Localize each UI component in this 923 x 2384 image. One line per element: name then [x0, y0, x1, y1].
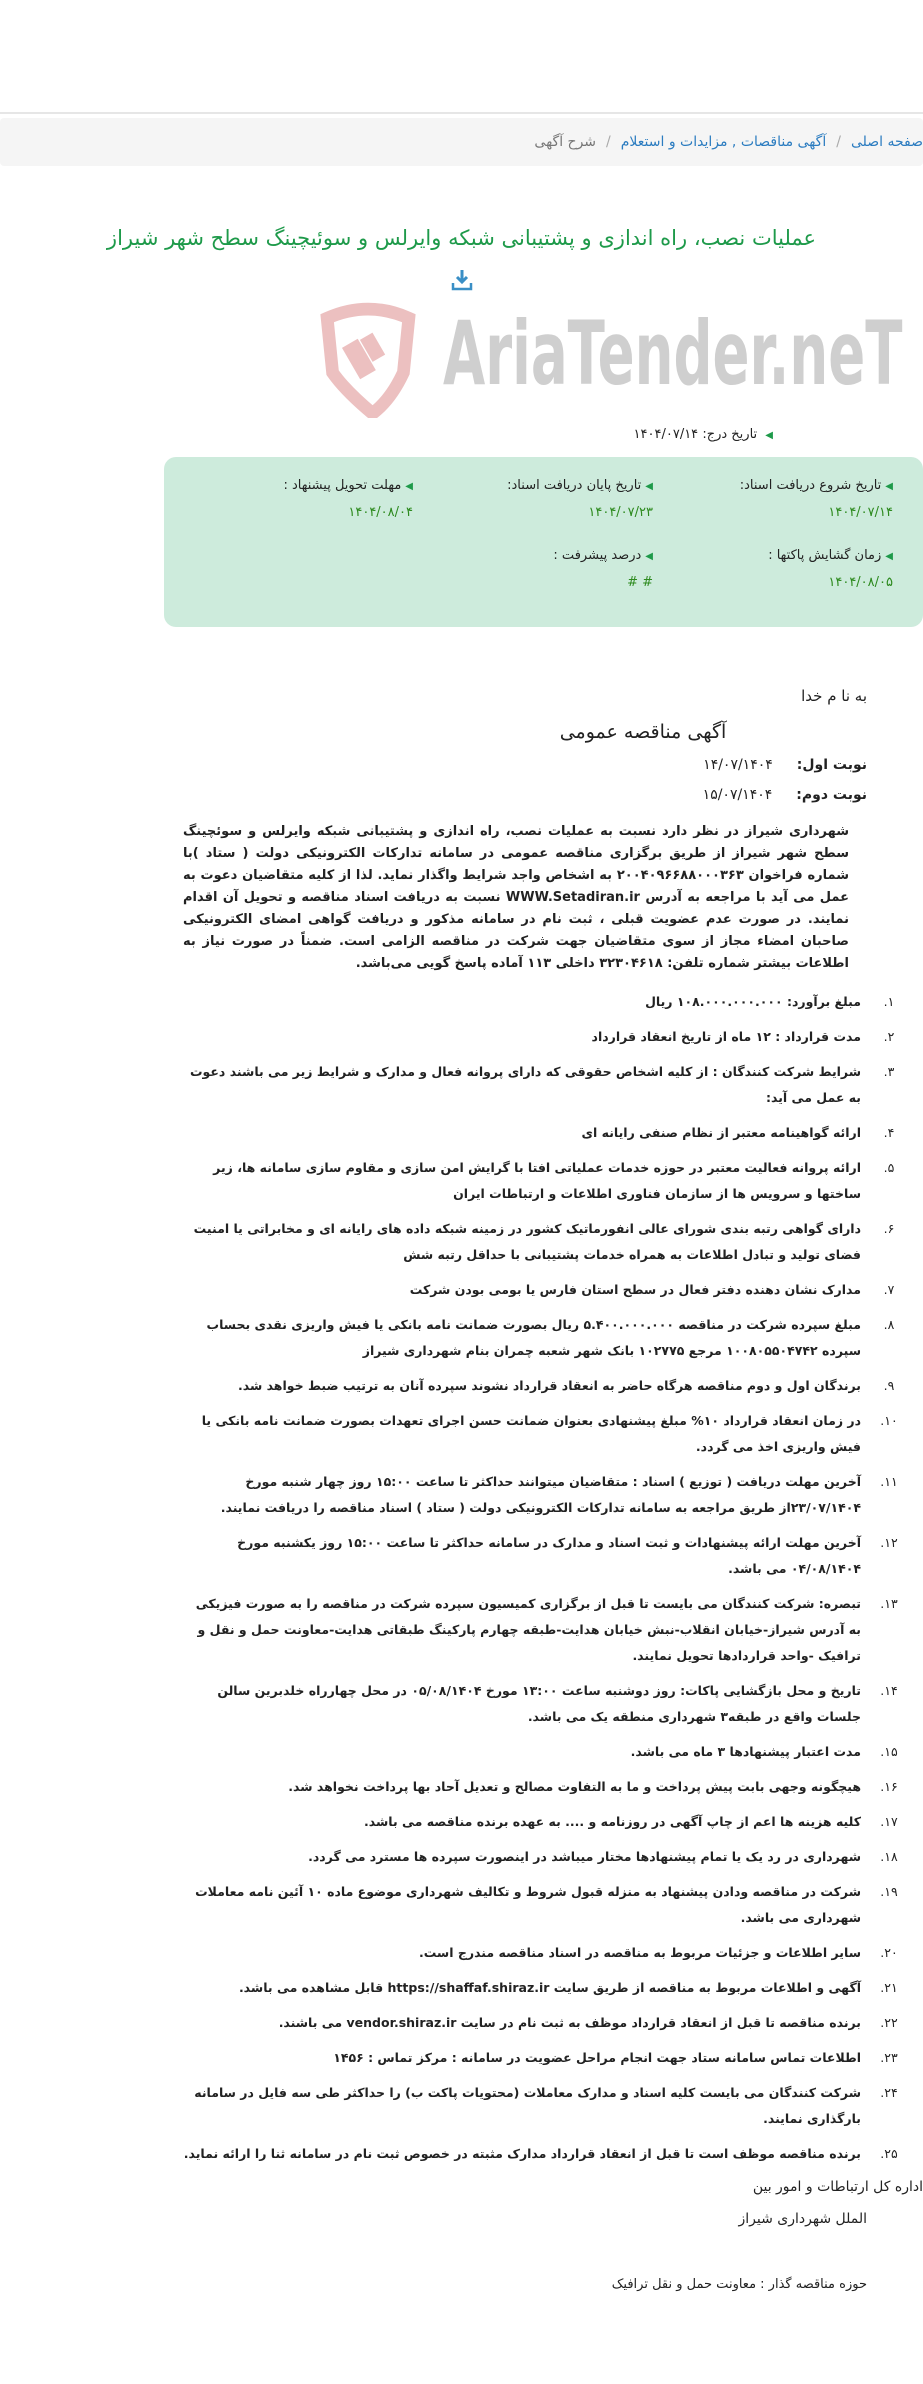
- item-text: ارائه گواهینامه معتبر از نظام صنفی رایانه ای: [581, 1125, 861, 1140]
- item-text: برنده مناقصه تا قبل از انعقاد قرارداد موظف به ثبت نام در سایت vendor.shiraz.ir می باشند.: [278, 2015, 861, 2030]
- triangle-icon: ◀: [645, 551, 653, 562]
- list-item: [133, 1312, 923, 1364]
- item-number: ۲۲.: [880, 2015, 898, 2030]
- item-text: شهرداری در رد یک یا تمام پیشنهادها مختار میباشد در اینصورت سپرده ها مسترد می گردد.: [308, 1849, 861, 1864]
- second-round: [133, 787, 923, 803]
- item-number: ۷.: [883, 1282, 895, 1297]
- item-number: ۱۸.: [880, 1849, 898, 1864]
- item-number: ۱۵.: [880, 1744, 898, 1759]
- opening-time: [663, 547, 893, 592]
- item-text: آخرین مهلت ارائه پیشنهادات و ثبت اسناد و مدارک در سامانه حداکثر تا ساعت ۱۵:۰۰ روز یکشنبه مورخ ۰۴/۰۸/۱۴۰۴ می باشد.: [237, 1535, 861, 1576]
- item-number: ۲۱.: [880, 1980, 898, 1995]
- item-text: مدت قرارداد : ۱۲ ماه از تاریخ انعقاد قرارداد: [591, 1029, 861, 1044]
- item-number: ۴.: [883, 1125, 895, 1140]
- item-text: شرکت کنندگان می بایست کلیه اسناد و مدارک معاملات (محتویات پاکت ب) را حداکثر طی سه فایل در سامانه بارگذاری نمایند.: [194, 2085, 861, 2126]
- item-text: اطلاعات تماس سامانه ستاد جهت انجام مراحل عضویت در سامانه : مرکز تماس : ۱۴۵۶: [333, 2050, 861, 2065]
- item-number: ۲۴.: [880, 2085, 898, 2100]
- item-text: سایر اطلاعات و جزئیات مربوط به مناقصه در اسناد مناقصه مندرج است.: [418, 1945, 861, 1960]
- tender-document: [133, 687, 923, 2352]
- item-number: ۵.: [883, 1160, 895, 1175]
- list-item: [133, 1530, 923, 1582]
- watermark-logo: [303, 300, 923, 418]
- item-text: شرکت در مناقصه ودادن پیشنهاد به منزله قبول شروط و تکالیف شهرداری موضوع ماده ۱۰ آئین نامه معاملات شهرداری می باشد.: [195, 1884, 861, 1925]
- list-item: [133, 1678, 923, 1730]
- list-item: [133, 1469, 923, 1521]
- first-round-value: ۱۴/۰۷/۱۴۰۴: [703, 757, 773, 773]
- triangle-icon: ◀: [885, 481, 893, 492]
- item-number: ۲۵.: [880, 2146, 898, 2161]
- doc-start-value: ۱۴۰۴/۰۷/۱۴: [828, 505, 893, 520]
- list-item: [133, 1809, 923, 1835]
- doc-end-label: تاریخ پایان دریافت اسناد:: [507, 478, 642, 493]
- list-item: [133, 1277, 923, 1303]
- item-text: آگهی و اطلاعات مربوط به مناقصه از طریق سایت https://shaffaf.shiraz.ir قابل مشاهده می باشد.: [238, 1980, 861, 1995]
- breadcrumb-current: شرح آگهی: [534, 134, 597, 150]
- item-text: هیچگونه وجهی بابت پیش پرداخت و ما به التفاوت مصالح و تعدیل آحاد بها پرداخت نخواهد شد.: [288, 1779, 861, 1794]
- item-number: ۶.: [883, 1221, 895, 1236]
- list-item: [133, 1216, 923, 1268]
- item-number: ۱۷.: [880, 1814, 898, 1829]
- breadcrumb-separator: /: [606, 134, 611, 150]
- list-item: [133, 1120, 923, 1146]
- triangle-icon: ◀: [645, 481, 653, 492]
- top-divider: [0, 112, 923, 114]
- list-item: [133, 1844, 923, 1870]
- list-item: [133, 1774, 923, 1800]
- item-text: مبلغ سپرده شرکت در مناقصه ۵.۴۰۰.۰۰۰.۰۰۰ ریال بصورت ضمانت نامه بانکی یا فیش واریزی نقدی بحساب سپرده ۱۰۰۸۰۵۵۰۴۷۴۲ مرجع ۱۰۲۷۷۵ بانک شهر شعبه چمران بنام شهرداری شیراز: [206, 1317, 861, 1358]
- opening-time-label: زمان گشایش پاکتها :: [768, 548, 882, 563]
- breadcrumb-home[interactable]: صفحه اصلی: [850, 134, 923, 150]
- item-text: برندگان اول و دوم مناقصه هرگاه حاضر به انعقاد قرارداد نشوند سپرده آنان به ترتیب ضبط خواهد شد.: [237, 1378, 861, 1393]
- opening-time-value: ۱۴۰۴/۰۸/۰۵: [828, 575, 893, 590]
- item-text: مدارک نشان دهنده دفتر فعال در سطح استان فارس یا بومی بودن شرکت: [409, 1282, 861, 1297]
- doc-start: [663, 477, 893, 522]
- page-title: عملیات نصب، راه اندازی و پشتیبانی شبکه وایرلس و سوئیچینگ سطح شهر شیراز: [106, 226, 817, 250]
- second-round-label: نوبت دوم:: [796, 787, 867, 803]
- publish-date-value: ۱۴۰۴/۰۷/۱۴: [633, 427, 699, 442]
- item-number: ۸.: [883, 1317, 895, 1332]
- item-text: مبلغ برآورد: ۱۰۸.۰۰۰.۰۰۰.۰۰۰ ریال: [645, 994, 861, 1009]
- intro-paragraph: شهرداری شیراز در نظر دارد نسبت به عملیات نصب، راه اندازی و پشتیبانی شبکه وایرلس و سوئچینگ سطح شهر شیراز از طریق برگزاری مناقصه عمومی در سامانه تدارکات الکترونیکی دولت ( ستاد )با شماره فراخوان ۲۰۰۴۰۹۶۶۸۸۰۰۰۳۶۳ به اشخاص واجد شرایط واگذار نماید. لذا از کلیه متقاضیان دعوت به عمل می آید با مراجعه به آدرس WWW.Setadiran.ir نسبت به دریافت اسناد مناقصه و تحویل آن اقدام نمایند. در صورت عدم عضویت قبلی ، ثبت نام در سامانه مذکور و دریافت گواهی امضای الکترونیکی صاحبان امضاء مجاز از سوی متقاضیان جهت شرکت در مناقصه الزامی است. ضمناً در صورت نیاز به اطلاعات بیشتر شماره تلفن: ۳۲۳۰۴۶۱۸ داخلی ۱۱۳ آماده پاسخ گویی می‌باشد.: [183, 824, 850, 971]
- download-row: [0, 268, 923, 294]
- list-item: [133, 1059, 923, 1111]
- item-text: در زمان انعقاد قرارداد ۱۰% مبلغ پیشنهادی بعنوان ضمانت حسن اجرای تعهدات بصورت ضمانت نامه بانکی یا فیش واریزی اخذ می گردد.: [201, 1413, 861, 1454]
- item-text: شرایط شرکت کنندگان : از کلیه اشخاص حقوقی که دارای پروانه فعال و مدارک و شرایط زیر می باشند دعوت به عمل می آید:: [190, 1064, 861, 1105]
- breadcrumb: [0, 118, 923, 166]
- list-item: [133, 2010, 923, 2036]
- item-number: ۱.: [883, 994, 895, 1009]
- item-number: ۱۴.: [880, 1683, 898, 1698]
- item-text: مدت اعتبار پیشنهادها ۳ ماه می باشد.: [630, 1744, 861, 1759]
- list-item: [133, 1739, 923, 1765]
- item-text: ارائه پروانه فعالیت معتبر در حوزه خدمات عملیاتی افتا با گرایش امن سازی و مقاوم سازی سامانه ها، زیر ساختها و سرویس ها از سازمان فناوری اطلاعات و ارتباطات ایران: [213, 1160, 861, 1201]
- item-text: دارای گواهی رتبه بندی شورای عالی انفورماتیک کشور در زمینه شبکه داده های رایانه ای و مخابراتی یا امنیت فضای تولید و تبادل اطلاعات به همراه خدمات پشتیبانی با حداقل رتبه شش: [193, 1221, 861, 1262]
- progress: [423, 547, 653, 592]
- breadcrumb-separator: /: [836, 134, 841, 150]
- download-icon[interactable]: [451, 268, 473, 292]
- item-number: ۱۹.: [880, 1884, 898, 1899]
- conditions-list: [133, 989, 923, 2167]
- triangle-icon: ◀: [405, 481, 413, 492]
- list-item: [133, 989, 923, 1015]
- bid-deadline-value: ۱۴۰۴/۰۸/۰۴: [348, 505, 413, 520]
- list-item: [133, 2045, 923, 2071]
- item-number: ۱۳.: [880, 1596, 898, 1611]
- item-number: ۳.: [883, 1064, 895, 1079]
- progress-value: # #: [627, 575, 653, 590]
- list-item: [133, 1591, 923, 1669]
- tender-department: حوزه مناقصه گذار : معاونت حمل و نقل ترافیک: [611, 2277, 867, 2292]
- item-number: ۲۳.: [880, 2050, 898, 2065]
- basmala: به نا م خدا: [801, 687, 867, 705]
- doc-end-value: ۱۴۰۴/۰۷/۲۳: [588, 505, 653, 520]
- breadcrumb-section[interactable]: آگهی مناقصات , مزایدات و استعلام: [620, 134, 827, 150]
- list-item: [133, 1024, 923, 1050]
- first-round-label: نوبت اول:: [796, 757, 867, 773]
- list-item: [133, 1155, 923, 1207]
- doc-start-label: تاریخ شروع دریافت اسناد:: [739, 478, 882, 493]
- list-item: [133, 2141, 923, 2167]
- item-number: ۲.: [883, 1029, 895, 1044]
- first-round: [133, 757, 923, 773]
- list-item: [133, 1975, 923, 2001]
- item-number: ۱۶.: [880, 1779, 898, 1794]
- list-item: [133, 1940, 923, 1966]
- list-item: [133, 1879, 923, 1931]
- triangle-icon: ◀: [765, 430, 773, 441]
- item-text: برنده مناقصه موظف است تا قبل از انعقاد قرارداد مدارک مثبته در خصوص ثبت نام در سامانه ثنا را ارائه نماید.: [183, 2146, 861, 2161]
- item-text: کلیه هزینه ها اعم از چاپ آگهی در روزنامه و .... به عهده برنده مناقصه می باشد.: [363, 1814, 861, 1829]
- tender-info-box: [164, 457, 923, 627]
- progress-label: درصد پیشرفت :: [553, 548, 642, 563]
- publish-date: [0, 424, 923, 447]
- signature-line-1: اداره کل ارتباطات و امور بین: [752, 2179, 923, 2195]
- item-number: ۱۲.: [880, 1535, 898, 1550]
- item-text: تاریخ و محل بازگشایی پاکات: روز دوشنبه ساعت ۱۳:۰۰ مورخ ۰۵/۰۸/۱۴۰۴ در محل چهارراه خلدبرین سالن جلسات واقع در طبقه۳ شهرداری منطقه یک می باشد.: [217, 1683, 861, 1724]
- bid-deadline-label: مهلت تحویل پیشنهاد :: [283, 478, 402, 493]
- list-item: [133, 2080, 923, 2132]
- publish-date-label: تاریخ درج:: [702, 427, 758, 442]
- item-number: ۱۱.: [880, 1474, 898, 1489]
- main-content: [0, 222, 923, 2352]
- watermark-text: AriaTender.neT: [443, 302, 903, 405]
- item-text: آخرین مهلت دریافت ( توزیع ) اسناد : متقاضیان میتوانند حداکثر تا ساعت ۱۵:۰۰ روز چهار شنبه مورخ ۲۳/۰۷/۱۴۰۴از طریق مراجعه به سامانه تدارکات الکترونیکی دولت ( ستاد ) اسناد مناقصه را دریافت نمایند.: [220, 1474, 861, 1515]
- item-number: ۲۰.: [880, 1945, 898, 1960]
- bid-deadline: [183, 477, 413, 522]
- second-round-value: ۱۵/۰۷/۱۴۰۴: [702, 787, 773, 803]
- item-text: تبصره: شرکت کنندگان می بایست تا قبل از برگزاری کمیسیون سپرده شرکت در مناقصه را به صورت فیزیکی به آدرس شیراز-خیابان انقلاب-نبش خیابان هدایت-طبقه چهارم پارکینگ طبقاتی هدایت-معاونت حمل و نقل و ترافیک -واحد قراردادها تحویل نمایند.: [195, 1596, 861, 1663]
- signature-line-2: الملل شهرداری شیراز: [738, 2211, 867, 2227]
- item-number: ۱۰.: [880, 1413, 898, 1428]
- triangle-icon: ◀: [885, 551, 893, 562]
- item-number: ۹.: [883, 1378, 895, 1393]
- list-item: [133, 1373, 923, 1399]
- document-heading: آگهی مناقصه عمومی: [559, 721, 727, 743]
- shield-gavel-icon: [303, 300, 433, 418]
- doc-end: [423, 477, 653, 522]
- list-item: [133, 1408, 923, 1460]
